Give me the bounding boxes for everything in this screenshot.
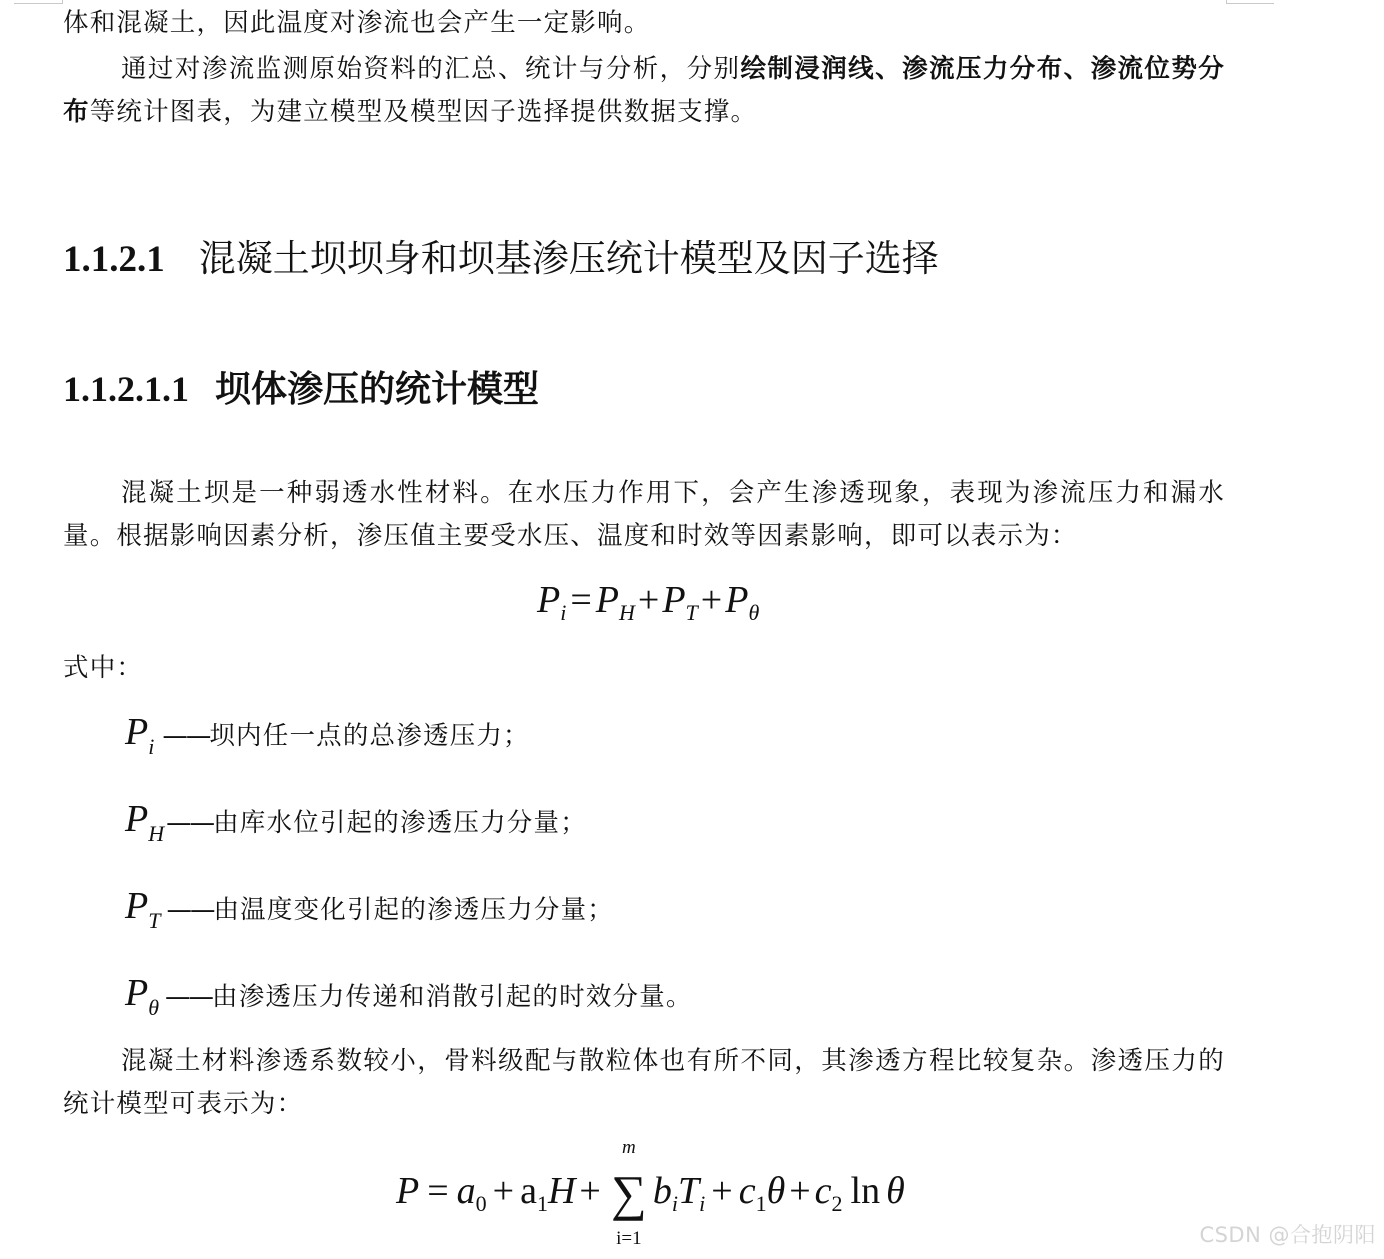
definition-pi: $P_i$ ——坝内任一点的总渗透压力；	[125, 711, 530, 759]
equation-total-pressure: $P_i = P_H+P_T+P_\theta$	[537, 579, 760, 625]
crop-mark-right-h	[1226, 3, 1274, 4]
heading-section-1-1-2-1-1	[63, 366, 539, 412]
definition-pt: $P_T$ ——由温度变化引起的渗透压力分量；	[125, 885, 614, 933]
bold-phrase: 绘制浸润线、渗流压力分布、渗流位势分布	[63, 54, 1225, 127]
crop-mark-left-h	[14, 3, 62, 4]
equation-statistical-model: $P = a_0 + a_1H$ + m ∑ i=1 $b_iT_i + c_1\theta + c_2$ ln θ	[396, 1137, 905, 1249]
heading-number: 1.1.2.1	[63, 239, 165, 280]
watermark: CSDN @合抱阴阳	[1199, 1223, 1376, 1247]
heading-title: 坝体渗压的统计模型	[215, 368, 540, 410]
paragraph-model: 混凝土材料渗透系数较小，骨料级配与散粒体也有所不同，其渗透方程比较复杂。渗透压力的统计模型可表示为：	[63, 1046, 1225, 1119]
paragraph-seepage-intro: 混凝土坝是一种弱透水性材料。在水压力作用下，会产生渗透现象，表现为渗流压力和漏水量。根据影响因素分析，渗压值主要受水压、温度和时效等因素影响，即可以表示为：	[63, 478, 1225, 551]
definition-ph: $P_H——$由库水位引起的渗透压力分量；	[125, 798, 587, 846]
heading-number: 1.1.2.1.1	[63, 369, 189, 409]
paragraph-continuation: 体和混凝土，因此温度对渗流也会产生一定影响。	[63, 8, 651, 38]
summation-symbol: m ∑ i=1	[611, 1137, 647, 1249]
where-label: 式中：	[63, 653, 144, 683]
heading-title: 混凝土坝坝身和坝基渗压统计模型及因子选择	[198, 237, 939, 280]
heading-section-1-1-2-1	[63, 236, 939, 283]
definition-ptheta: $P_\theta$ ——由渗透压力传递和消散引起的时效分量。	[125, 972, 693, 1020]
paragraph-statistics: 通过对渗流监测原始资料的汇总、统计与分析，分别绘制浸润线、渗流压力分布、渗流位势分布等统计图表，为建立模型及模型因子选择提供数据支撑。	[63, 54, 1225, 127]
